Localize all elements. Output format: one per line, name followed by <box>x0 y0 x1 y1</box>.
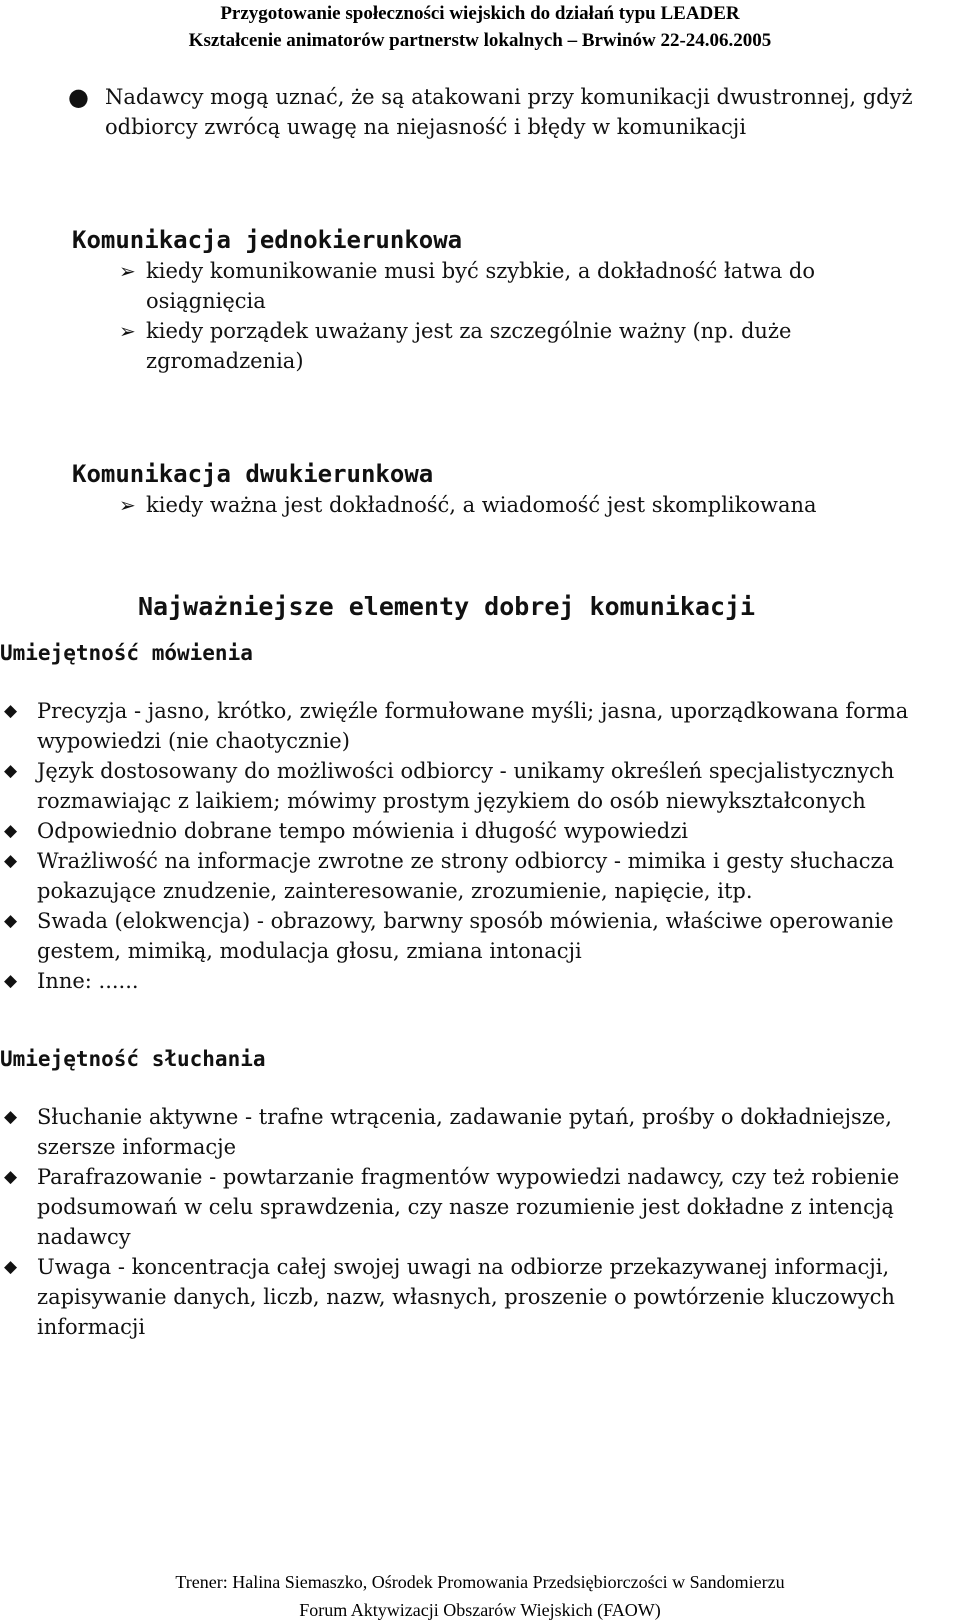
header-line-2: Kształcenie animatorów partnerstw lokalnych – Brwinów 22-24.06.2005 <box>188 30 772 51</box>
speaking-item-text: Odpowiednio dobrane tempo mówienia i długość wypowiedzi <box>37 819 688 843</box>
speaking-item-text: Język dostosowany do możliwości odbiorcy - unikamy określeń specjalistycznych rozmawiając z laikiem; mówimy prostym językiem do osób niewykształconych <box>37 759 895 813</box>
speaking-item-text: Swada (elokwencja) - obrazowy, barwny sposób mówienia, właściwe operowanie gestem, mimiką, modulacja głosu, zmiana intonacji <box>37 909 894 963</box>
speaking-item <box>0 756 960 816</box>
listening-item <box>0 1102 960 1162</box>
listening-item-text: Słuchanie aktywne - trafne wtrącenia, zadawanie pytań, prośby o dokładniejsze, szersze informacje <box>37 1105 892 1159</box>
speaking-heading: Umiejętność mówienia <box>0 641 253 665</box>
speaking-item <box>0 846 960 906</box>
two-way-item-text: kiedy ważna jest dokładność, a wiadomość jest skomplikowana <box>146 493 817 517</box>
speaking-item-text: Inne: ...... <box>37 969 139 993</box>
arrowhead-bullet-icon: ➢ <box>119 319 136 343</box>
one-way-item <box>0 256 960 316</box>
listening-heading: Umiejętność słuchania <box>0 1047 266 1071</box>
diamond-bullet-icon: ◆ <box>4 1107 18 1127</box>
header-line-1: Przygotowanie społeczności wiejskich do działań typu LEADER <box>220 3 740 24</box>
speaking-item <box>0 696 960 756</box>
footer-line-1: Trener: Halina Siemaszko, Ośrodek Promowania Przedsiębiorczości w Sandomierzu <box>175 1572 785 1592</box>
filled-circle-bullet-icon: ● <box>68 83 89 111</box>
diamond-bullet-icon: ◆ <box>4 1257 18 1277</box>
diamond-bullet-icon: ◆ <box>4 821 18 841</box>
document-body <box>0 82 960 1342</box>
one-way-item <box>0 316 960 376</box>
main-title: Najważniejsze elementy dobrej komunikacji <box>138 592 756 621</box>
footer-line-2: Forum Aktywizacji Obszarów Wiejskich (FAOW) <box>299 1600 661 1620</box>
one-way-item-text: kiedy porządek uważany jest za szczególnie ważny (np. duże zgromadzenia) <box>146 319 792 373</box>
listening-item-text: Uwaga - koncentracja całej swojej uwagi na odbiorze przekazywanej informacji, zapisywanie danych, liczb, nazw, własnych, proszenie o powtórzenie kluczowych informacji <box>37 1255 895 1339</box>
speaking-item-text: Precyzja - jasno, krótko, zwięźle formułowane myśli; jasna, uporządkowana forma wypowiedzi (nie chaotycznie) <box>37 699 909 753</box>
arrowhead-bullet-icon: ➢ <box>119 259 136 283</box>
diamond-bullet-icon: ◆ <box>4 971 18 991</box>
speaking-item <box>0 906 960 966</box>
page-footer <box>0 1568 960 1624</box>
speaking-item <box>0 966 960 996</box>
listening-item <box>0 1162 960 1252</box>
diamond-bullet-icon: ◆ <box>4 851 18 871</box>
two-way-item <box>0 490 960 520</box>
one-way-item-text: kiedy komunikowanie musi być szybkie, a dokładność łatwa do osiągnięcia <box>146 259 816 313</box>
intro-bullet-item <box>0 82 960 142</box>
intro-bullet-text: Nadawcy mogą uznać, że są atakowani przy komunikacji dwustronnej, gdyż odbiorcy zwrócą uwagę na niejasność i błędy w komunikacji <box>105 85 913 139</box>
diamond-bullet-icon: ◆ <box>4 1167 18 1187</box>
listening-item <box>0 1252 960 1342</box>
arrowhead-bullet-icon: ➢ <box>119 493 136 517</box>
one-way-heading: Komunikacja jednokierunkowa <box>72 226 463 254</box>
page-header <box>0 0 960 54</box>
listening-item-text: Parafrazowanie - powtarzanie fragmentów wypowiedzi nadawcy, czy też robienie podsumowań w celu sprawdzenia, czy nasze rozumienie jest dokładne z intencją nadawcy <box>37 1165 900 1249</box>
diamond-bullet-icon: ◆ <box>4 761 18 781</box>
diamond-bullet-icon: ◆ <box>4 911 18 931</box>
speaking-item-text: Wrażliwość na informacje zwrotne ze strony odbiorcy - mimika i gesty słuchacza pokazujące znudzenie, zainteresowanie, zrozumienie, napięcie, itp. <box>37 849 895 903</box>
speaking-item <box>0 816 960 846</box>
two-way-heading: Komunikacja dwukierunkowa <box>72 460 434 488</box>
diamond-bullet-icon: ◆ <box>4 701 18 721</box>
